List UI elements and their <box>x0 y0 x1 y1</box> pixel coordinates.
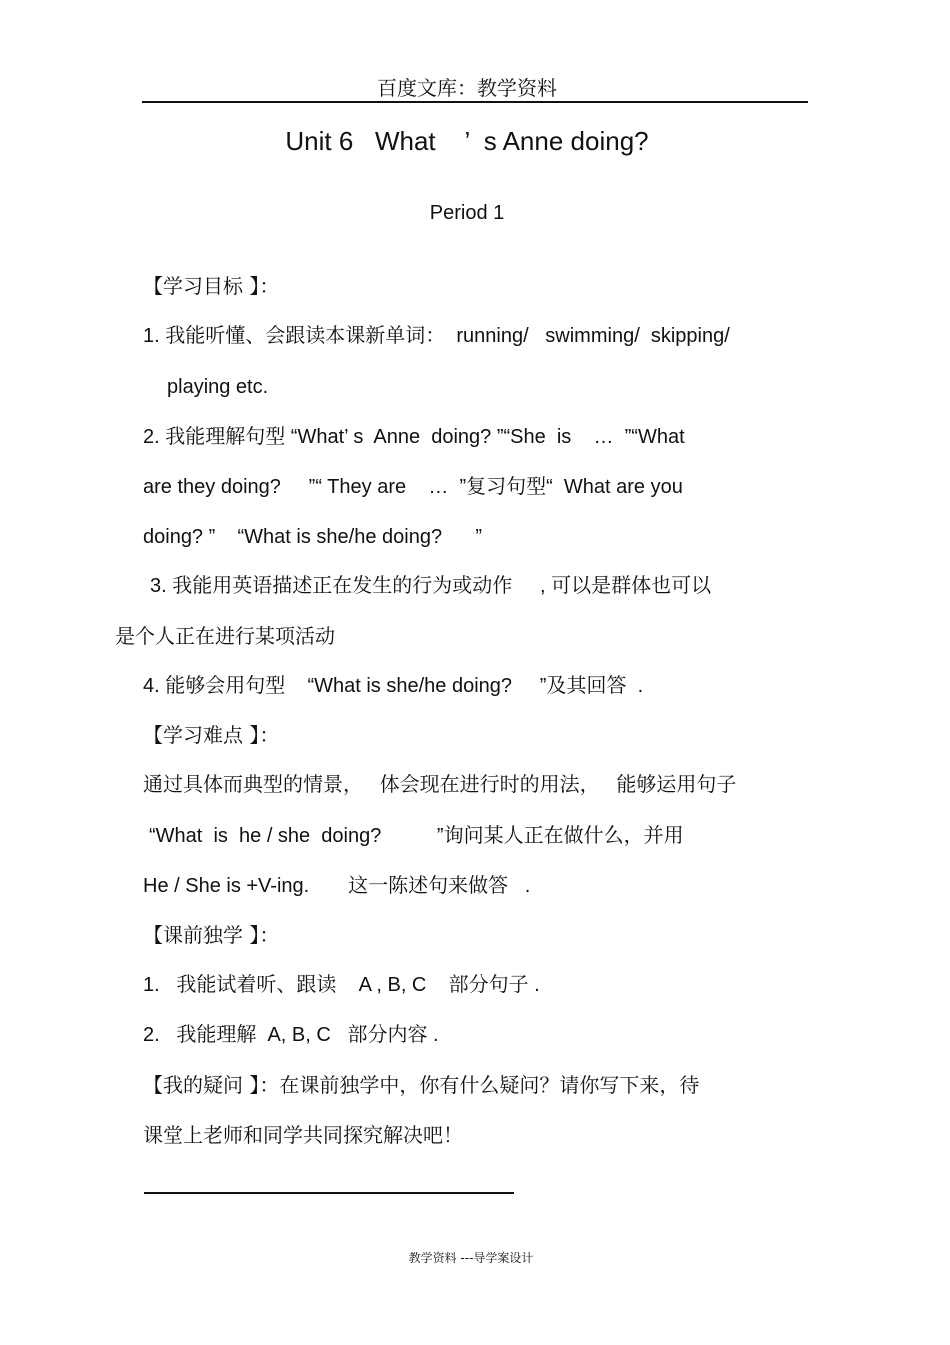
goal-1-line-1: 1. 我能听懂、会跟读本课新单词： running/ swimming/ skipping/ <box>143 325 730 347</box>
difficulty-line-1: 通过具体而典型的情景， 体会现在进行时的用法， 能够运用句子 <box>143 774 737 796</box>
goal-3-line-1: 3. 我能用英语描述正在发生的行为或动作 , 可以是群体也可以 <box>150 575 712 597</box>
page-title: Unit 6 What ’ s Anne doing? <box>285 126 649 156</box>
header-divider <box>142 101 808 103</box>
section-heading-my-questions: 【我的疑问 】：在课前独学中，你有什么疑问？请你写下来，待 <box>143 1073 700 1097</box>
goal-1-line-2: playing etc. <box>167 376 269 398</box>
goal-4-line: 4. 能够会用句型 “What is she/he doing? ”及其回答 . <box>143 675 644 697</box>
goal-3-line-2: 是个人正在进行某项活动 <box>115 624 335 648</box>
self-study-item-1: 1. 我能试着听、跟读 A , B, C 部分句子 . <box>143 974 540 996</box>
difficulty-line-3: He / She is +V-ing. 这一陈述句来做答 . <box>143 875 531 897</box>
page-footer: 教学资料 ---导学案设计 <box>408 1251 534 1265</box>
goal-2-line-2: are they doing? ”“ They are … ”复习句型“ What are you <box>143 476 683 498</box>
section-heading-self-study: 【课前独学 】： <box>143 923 280 947</box>
my-questions-line-2: 课堂上老师和同学共同探究解决吧！ <box>143 1123 463 1147</box>
answer-line <box>144 1192 514 1194</box>
section-heading-difficulties: 【学习难点 】： <box>143 723 280 747</box>
goal-2-line-3: doing? ” “What is she/he doing? ” <box>143 526 483 548</box>
self-study-item-2: 2. 我能理解 A, B, C 部分内容 . <box>143 1024 439 1046</box>
difficulty-line-2: “What is he / she doing? ”询问某人正在做什么，并用 <box>149 825 684 847</box>
page-header: 百度文库：教学资料 <box>377 76 557 100</box>
section-heading-learning-goals: 【学习目标 】： <box>143 274 280 298</box>
goal-2-line-1: 2. 我能理解句型 “What’ s Anne doing? ”“She is … ”“What <box>143 426 685 448</box>
period-label: Period 1 <box>429 202 505 224</box>
